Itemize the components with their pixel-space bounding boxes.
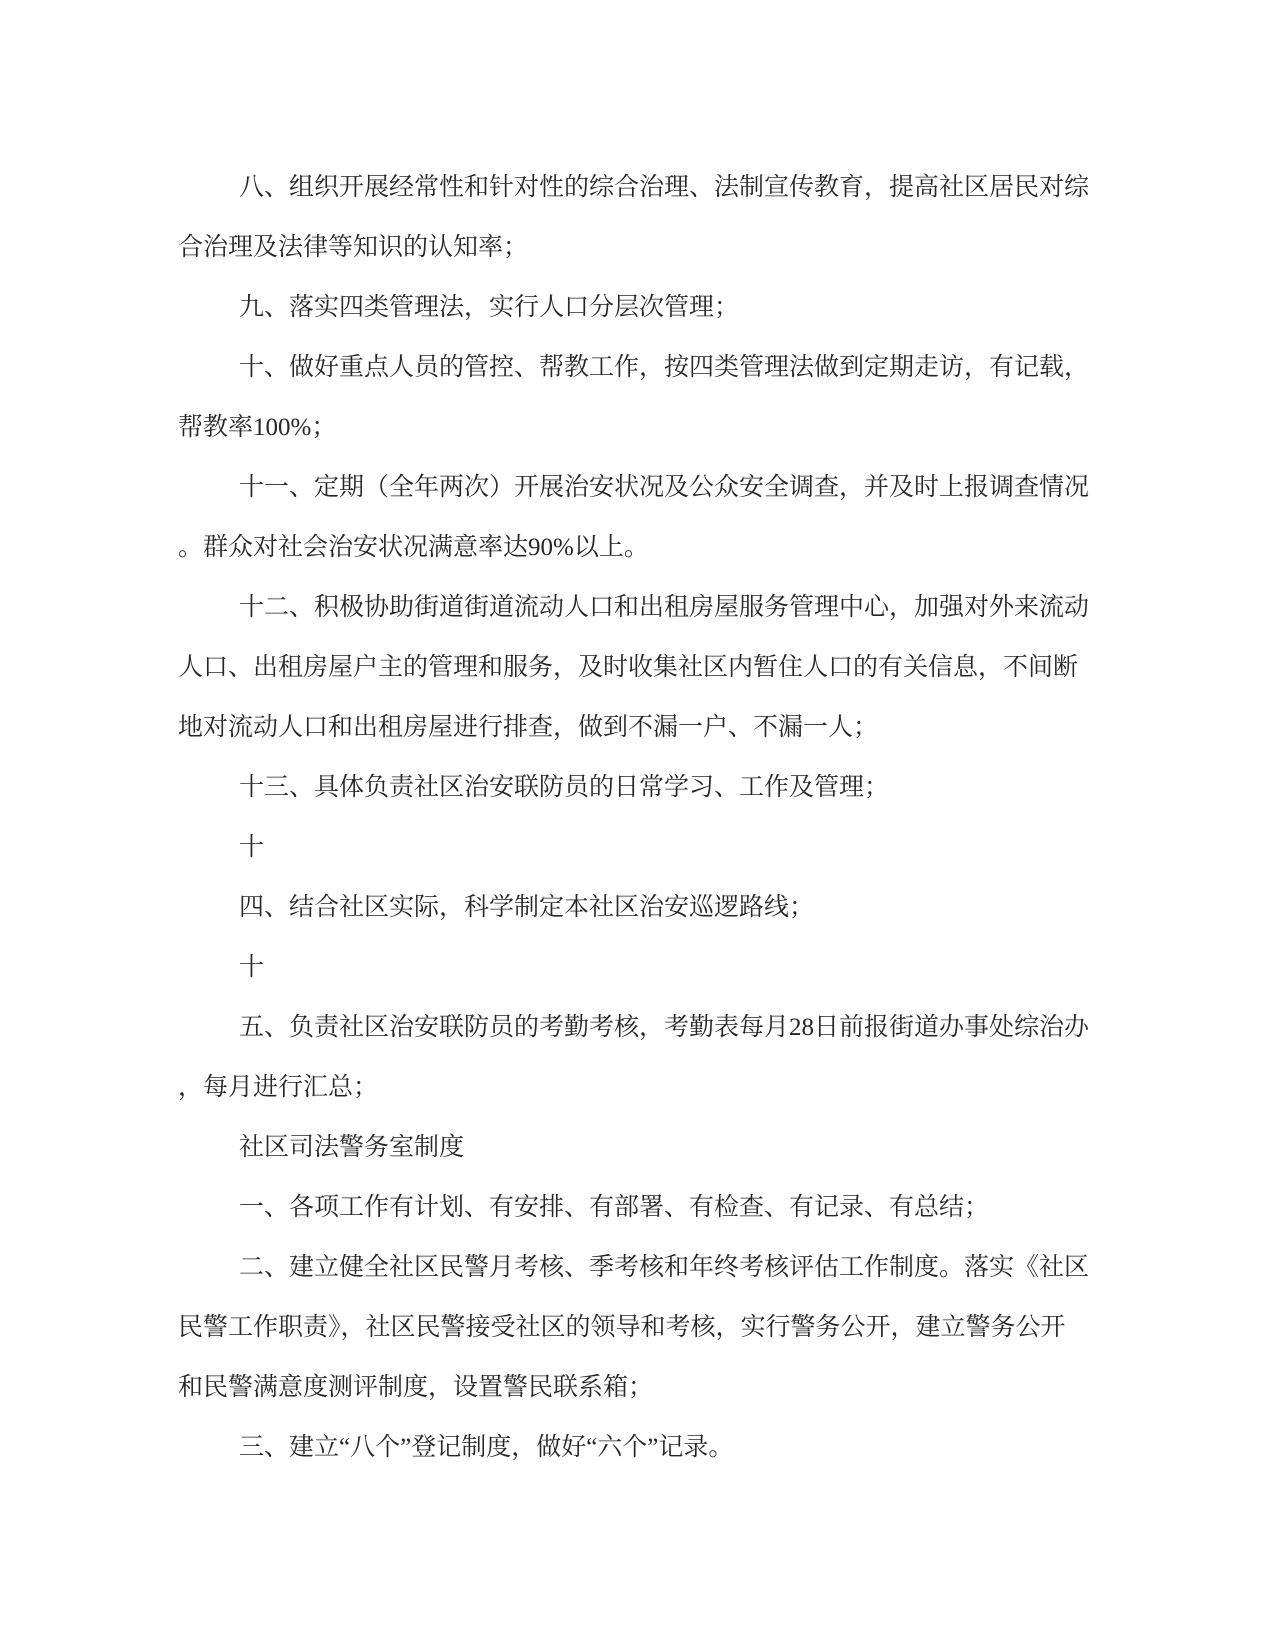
text-line: 十二、积极协助街道街道流动人口和出租房屋服务管理中心，加强对外来流动 bbox=[239, 594, 1090, 621]
text-line: 民警工作职责》，社区民警接受社区的领导和考核，实行警务公开，建立警务公开 bbox=[178, 1314, 1066, 1341]
text-line: 人口、出租房屋户主的管理和服务，及时收集社区内暂住人口的有关信息，不间断 bbox=[178, 654, 1079, 681]
text-line: 三、建立“八个”登记制度，做好“六个”记录。 bbox=[239, 1434, 734, 1461]
document-lines bbox=[178, 158, 1103, 1478]
text-line: 二、建立健全社区民警月考核、季考核和年终考核评估工作制度。落实《社区 bbox=[239, 1254, 1090, 1281]
text-line: 一、各项工作有计划、有安排、有部署、有检查、有记录、有总结； bbox=[239, 1194, 990, 1221]
text-line: 十三、具体负责社区治安联防员的日常学习、工作及管理； bbox=[239, 774, 890, 801]
text-line: 社区司法警务室制度 bbox=[239, 1134, 465, 1161]
text-line: 五、负责社区治安联防员的考勤考核，考勤表每月28日前报街道办事处综治办 bbox=[239, 1014, 1090, 1041]
text-line: 帮教率100%； bbox=[178, 414, 337, 441]
text-line: 。群众对社会治安状况满意率达90%以上。 bbox=[178, 534, 649, 561]
text-line: 和民警满意度测评制度，设置警民联系箱； bbox=[178, 1374, 654, 1401]
text-line: 八、组织开展经常性和针对性的综合治理、法制宣传教育，提高社区居民对综 bbox=[239, 174, 1090, 201]
text-line: 四、结合社区实际，科学制定本社区治安巡逻路线； bbox=[239, 894, 815, 921]
text-line: 十一、定期（全年两次）开展治安状况及公众安全调查，并及时上报调查情况 bbox=[239, 474, 1090, 501]
text-line: 九、落实四类管理法，实行人口分层次管理； bbox=[239, 294, 740, 321]
text-line: 十 bbox=[239, 954, 265, 981]
text-line: ，每月进行汇总； bbox=[178, 1074, 379, 1101]
text-line: 地对流动人口和出租房屋进行排查，做到不漏一户、不漏一人； bbox=[178, 714, 879, 741]
text-line: 十 bbox=[239, 834, 265, 861]
text-line: 合治理及法律等知识的认知率； bbox=[178, 234, 529, 261]
text-line: 十、做好重点人员的管控、帮教工作，按四类管理法做到定期走访，有记载， bbox=[239, 354, 1090, 381]
